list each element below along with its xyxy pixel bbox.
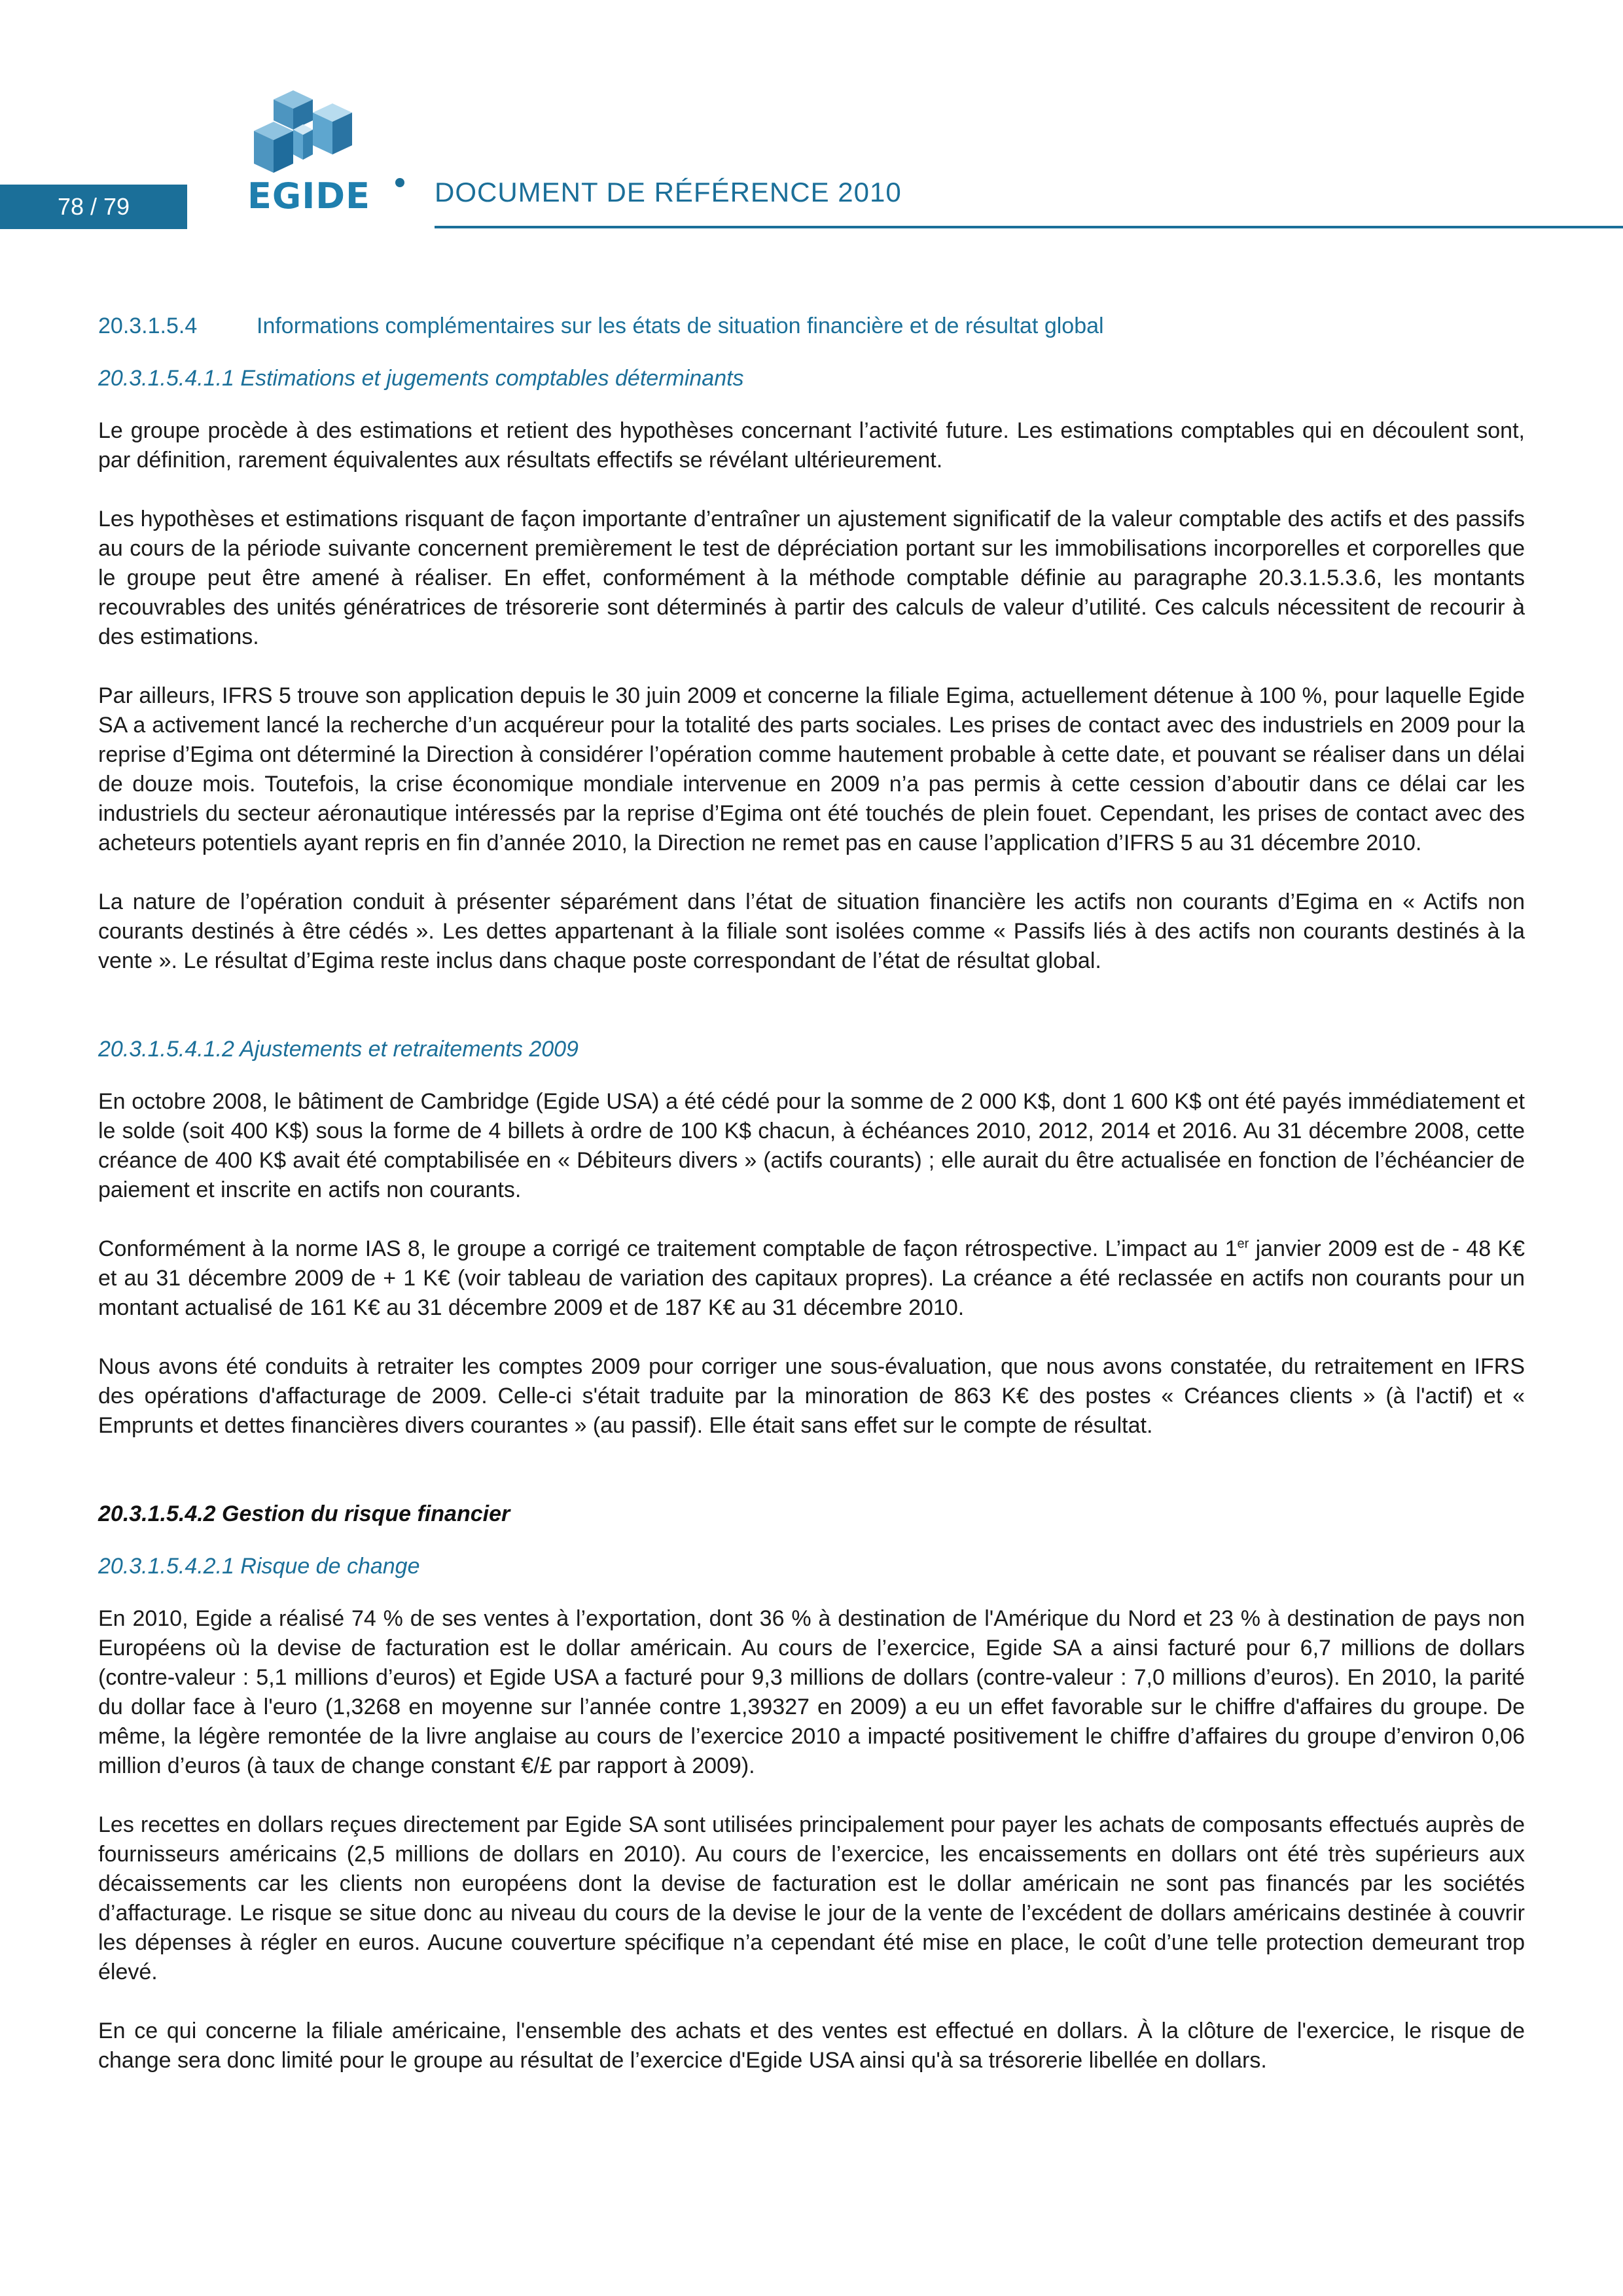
paragraph: En ce qui concerne la filiale américaine, l'ensemble des achats et des ventes est effectué en dollars. À la clôture de l'exercice, le risque de change sera donc limité pour le groupe au résultat de l’exercice d'Egide USA ainsi qu'à sa trésorerie libellée en dollars. [98,2018,1525,2073]
section-number: 20.3.1.5.4 [98,314,198,338]
subsection-heading: 20.3.1.5.4.2.1 Risque de change [98,1554,420,1579]
subsection-heading: 20.3.1.5.4.1.1 Estimations et jugements comptables déterminants [98,366,744,391]
paragraph: En 2010, Egide a réalisé 74 % de ses ventes à l’exportation, dont 36 % à destination de l'Amérique du Nord et 23 % à destination de pays non Européens où la devise de facturation est le dollar américain. Au cours de l’exercice, Egide SA a ainsi facturé pour 6,7 millions de dollars (contre-valeur : 5,1 millions d’euros) et Egide USA a facturé pour 9,3 millions de dollars (contre-valeur : 7,0 millions d’euros). En 2010, la parité du dollar face à l'euro (1,3268 en moyenne sur l’année contre 1,39327 en 2009) a eu un effet favorable sur le chiffre d'affaires du groupe. De même, la légère remontée de la livre anglaise au cours de l’exercice 2010 a impacté positivement le chiffre d’affaires du groupe d’environ 0,06 million d’euros (à taux de change constant €/£ par rapport à 2009). [98,1606,1525,1778]
section-title: Informations complémentaires sur les états de situation financière et de résultat global [257,314,1104,338]
main-content [98,312,1525,2105]
paragraph: Les recettes en dollars reçues directement par Egide SA sont utilisées principalement pour payer les achats de composants effectués auprès de fournisseurs américains (2,5 millions de dollars en 2010). Au cours de l’exercice, les encaissements en dollars ont été très supérieurs aux décaissements car les clients non européens dont la devise de facturation est le dollar américain ne sont pas financés par les sociétés d’affacturage. Le risque se situe donc au niveau du cours de la devise le jour de la vente de l’excédent de dollars américains destinée à couvrir les dépenses à régler en euros. Aucune couverture spécifique n’a cependant été mise en place, le coût d’une telle protection demeurant trop élevé. [98,1812,1525,1984]
subsection-heading-bold: 20.3.1.5.4.2 Gestion du risque financier [98,1501,510,1526]
logo-text: EGIDE [247,175,371,217]
paragraph: En octobre 2008, le bâtiment de Cambridge (Egide USA) a été cédé pour la somme de 2 000 K$, dont 1 600 K$ ont été payés immédiatement et le solde (soit 400 K$) sous la forme de 4 billets à ordre de 100 K$ chacun, à échéances 2010, 2012, 2014 et 2016. Au 31 décembre 2008, cette créance de 400 K$ avait été comptabilisée en « Débiteurs divers » (actifs courants) ; elle aurait du être actualisée en fonction de l’échéancier de paiement et inscrite en actifs non courants. [98,1089,1525,1202]
paragraph: La nature de l’opération conduit à présenter séparément dans l’état de situation financière les actifs non courants d’Egima en « Actifs non courants destinés à être cédés ». Les dettes appartenant à la filiale sont isolées comme « Passifs liés à des actifs non courants destinés à la vente ». Le résultat d’Egima reste inclus dans chaque poste correspondant de l’état de résultat global. [98,889,1525,973]
paragraph: Nous avons été conduits à retraiter les comptes 2009 pour corriger une sous-évaluation, que nous avons constatée, du retraitement en IFRS des opérations d'affacturage de 2009. Celle-ci s'était traduite par la minoration de 863 K€ des postes « Créances clients » (à l'actif) et « Emprunts et dettes financières divers courantes » (au passif). Elle était sans effet sur le compte de résultat. [98,1354,1525,1438]
header-bullet [395,178,404,187]
paragraph: Les hypothèses et estimations risquant de façon importante d’entraîner un ajustement significatif de la valeur comptable des actifs et des passifs au cours de la période suivante concernent premièrement le test de dépréciation portant sur les immobilisations incorporelles et corporelles que le groupe peut être amené à réaliser. En effet, conformément à la méthode comptable définie au paragraphe 20.3.1.5.3.6, les montants recouvrables des unités génératrices de trésorerie sont déterminés à partir des calculs de valeur d’utilité. Ces calculs nécessitent de recourir à des estimations. [98,507,1525,649]
header-rule [435,226,1623,228]
paragraph: Par ailleurs, IFRS 5 trouve son application depuis le 30 juin 2009 et concerne la filiale Egima, actuellement détenue à 100 %, pour laquelle Egide SA a activement lancé la recherche d’un acquéreur pour la totalité des parts sociales. Les prises de contact avec des industriels en 2009 pour la reprise d’Egima ont déterminé la Direction à considérer l’opération comme hautement probable à cette date, et pouvant se réaliser dans un délai de douze mois. Toutefois, la crise économique mondiale intervenue en 2009 n’a pas permis à cette cession d’aboutir dans ce délai car les industriels du secteur aéronautique intéressés par la reprise d’Egima ont été touchés de plein fouet. Cependant, les prises de contact avec des acheteurs potentiels ayant repris en fin d’année 2010, la Direction ne remet pas en cause l’application d’IFRS 5 au 31 décembre 2010. [98,683,1525,855]
superscript: er [1237,1236,1249,1251]
page-indicator: 78 / 79 [0,185,187,229]
document-title: DOCUMENT DE RÉFÉRENCE 2010 [435,177,902,207]
section-heading [98,312,1525,341]
text-run: janvier 2009 est de - 48 K€ et au 31 décembre 2009 de + 1 K€ (voir tableau de variation des capitaux propres). La créance a été reclassée en actifs non courants pour un montant actualisé de 161 K€ au 31 décembre 2009 et de 187 K€ au 31 décembre 2010. [98,1236,1525,1320]
egide-logo [247,86,371,217]
subsection-heading: 20.3.1.5.4.1.2 Ajustements et retraitements 2009 [98,1037,579,1062]
spacer [98,1005,1525,1035]
spacer [98,1470,1525,1499]
text-run: Conformément à la norme IAS 8, le groupe a corrigé ce traitement comptable de façon rétrospective. L’impact au 1 [98,1236,1238,1261]
paragraph: Le groupe procède à des estimations et retient des hypothèses concernant l’activité future. Les estimations comptables qui en découlent sont, par définition, rarement équivalentes aux résultats effectifs se révélant ultérieurement. [98,418,1525,473]
paragraph-with-superscript [98,1234,1525,1323]
cubes-logo-icon [247,86,365,178]
